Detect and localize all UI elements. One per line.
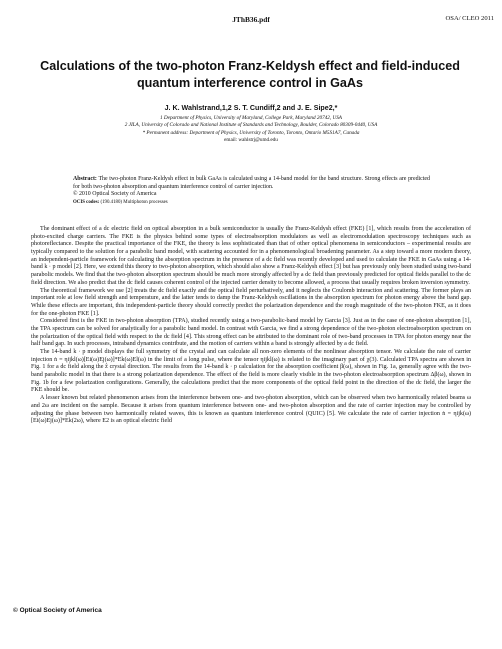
ocis-label: OCIS codes: <box>73 199 100 205</box>
abstract-block <box>73 176 430 206</box>
abstract-label: Abstract: <box>73 176 97 182</box>
ocis-text: (190.4180) Multiphoton processes <box>100 199 168 205</box>
affiliation-3: * Permanent address: Department of Physics, University of Toronto, Toronto, Ontario M5S1A7, Canada <box>142 129 360 136</box>
body-paragraph-3: Considered first is the FKE in two-photon absorption (TPA), studied recently using a two-parabolic-band model by Garcia [3]. Just as in the case of one-photon absorption [1], the TPA spectrum can be solved for analytically for a parabolic band model. In contrast with Garcia, we find a strong dependence of the two-photon electroabsorption spectrum on the polarization of the optical field with respect to the dc field [4]. This strong effect can be attributed to the dominant role of two-band processes in TPA for photon energy near the half band gap. In such processes, intraband dynamics contribute, and the motion of carriers within a band is strongly affected by a dc field. <box>31 318 471 348</box>
abstract-text: The two-photon Franz-Keldysh effect in bulk GaAs is calculated using a 14-band model for the band structure. Strong effects are predicted for both two-photon absorption and quantum interference control of carrier injection. <box>73 176 430 190</box>
running-header-venue: OSA/ CLEO 2011 <box>445 15 494 22</box>
affiliation-2: 2 JILA, University of Colorado and National Institute of Standards and Technology, Boulder, Colorado 80309-0440, USA <box>124 122 378 129</box>
abstract-copyright: © 2010 Optical Society of America <box>73 191 157 198</box>
abstract-paragraph <box>73 176 430 191</box>
author-list: J. K. Wahlstrand,1,2 S. T. Cundiff,2 and J. E. Sipe2,* <box>164 104 338 112</box>
contact-email: email: wahlstrj@umd.edu <box>224 136 278 143</box>
ocis-codes <box>73 199 430 207</box>
body-paragraph-1: The dominant effect of a dc electric field on optical absorption in a bulk semiconductor is usually the Franz-Keldysh effect (FKE) [1], which results from the acceleration of photo-excited charge carriers. The FKE is the physics behind some types of electroabsorption modulators as well as electromodulation spectroscopy techniques such as photoreflectance. Despite the practical importance of the FKE, the theory is less sophisticated than that of other optical phenomena in semiconductors – experimental results are typically compared to the solution for a parabolic band model, with scattering accounted for in a phenomenological broadening parameter. As a step toward a more modern theory, an independent-particle framework for calculating the absorption spectrum in the presence of a dc field was recently developed and used to calculate the FKE in GaAs using a 14-band k · p model [2]. Here, we extend this theory to two-photon absorption, which should also show a Franz-Keldysh effect [3] but has previously only been studied using two-band parabolic models. We find that the two-photon absorption spectrum should be much more strongly affected by a dc field than previously predicted for optical fields parallel to the dc field direction. We also predict that the dc field causes coherent control of the injected carrier density to become allowed, a process that usually requires broken inversion symmetry. <box>31 226 471 286</box>
body-paragraph-4: The 14-band k · p model displays the full symmetry of the crystal and can calculate all non-zero elements of the nonlinear absorption tensor. We calculate the rate of carrier injection ṅ = ηijkl(ω)[Ei(ω)Ej(ω)]*Ek(ω)El(ω) in the limit of a long pulse, where the tensor ηijkl(ω) is related to the imaginary part of χ(3). Calculated TPA spectra are shown in Fig. 1 for a dc field along the ẑ crystal direction. The results from the 14-band k · p calculation for the absorption coefficient β(ω), shown in Fig. 1a, generally agree with the two-band parabolic model in that there is a strong polarization dependence. The effect of the field is more clearly visible in the two-photon electroabsorption spectrum Δβ(ω), shown in Fig. 1b for a few polarization configurations. Generally, the calculations predict that the more components of the optical field point in the direction of the dc field, the larger the FKE should be. <box>31 349 471 394</box>
body-paragraph-2: The theoretical framework we use [2] treats the dc field exactly and the optical field perturbatively, and it neglects the Coulomb interaction and scattering. The former plays an important role at low field strength and temperature, and the latter tends to damp the Franz-Keldysh oscillations in the absorption spectrum for photon energy above the band gap. While these effects are important, this independent-particle theory should correctly predict the polarization dependence and the rough magnitude of the two-photon FKE, as it does for the one-photon FKE [1]. <box>31 287 471 317</box>
paper-title: Calculations of the two-photon Franz-Keldysh effect and field-induced quantum interference control in GaAs <box>40 59 460 90</box>
affiliation-1: 1 Department of Physics, University of Maryland, College Park, Maryland 20742, USA <box>160 115 342 121</box>
body-paragraph-5: A lesser known but related phenomenon arises from the interference between one- and two-photon absorption, which can be observed when two harmonically related beams ω and 2ω are incident on the sample. Because it arises from quantum interference between one- and two-photon absorption and the rate of carrier injection may be controlled by adjusting the phase between two harmonically related waves, this is known as quantum interference control (QUIC) [5]. We calculate the rate of carrier injection ṅ = ηijk(ω)[Ei(ω)Ej(ω)]*Ek(2ω), where E2 is an optical electric field <box>31 395 471 425</box>
page-footer-copyright: © Optical Society of America <box>13 607 102 614</box>
main-body <box>31 226 471 426</box>
running-header-filename: JThB36.pdf <box>232 15 270 24</box>
affiliations <box>60 115 442 144</box>
